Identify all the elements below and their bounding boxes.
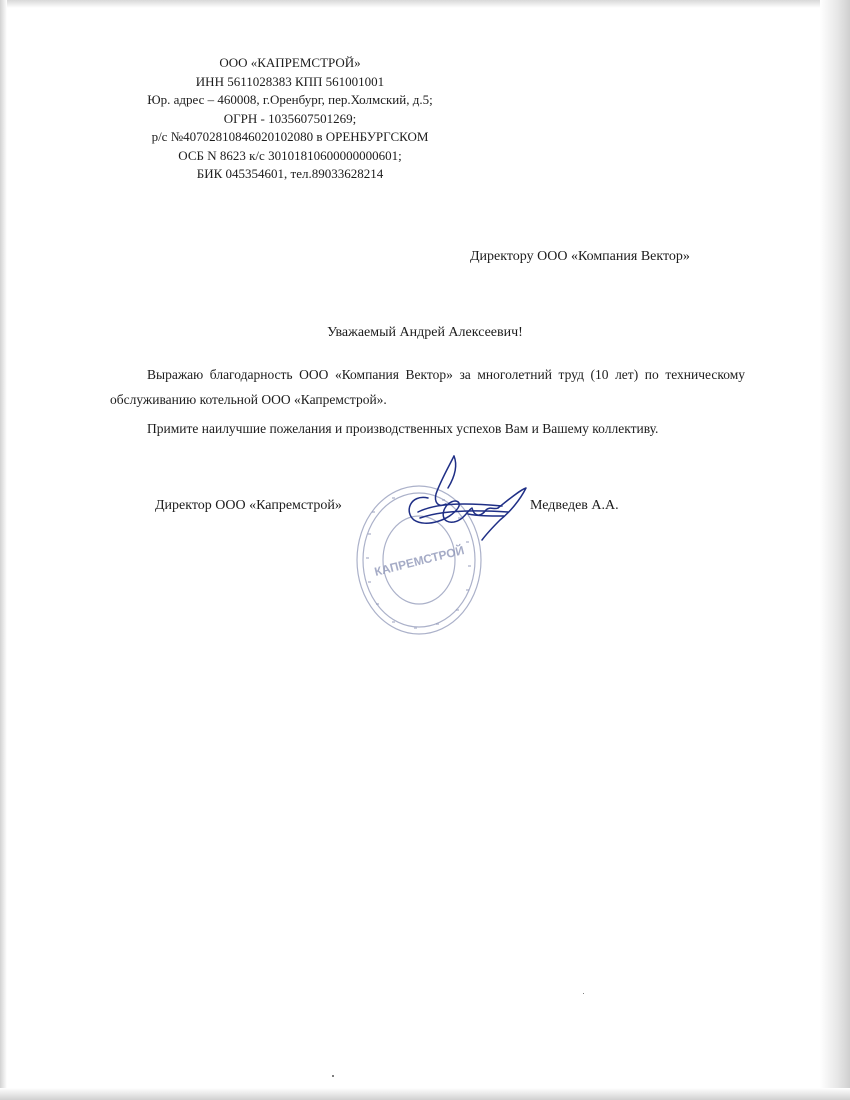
- signatory-name: Медведев А.А.: [530, 498, 619, 513]
- company-ogrn: ОГРН - 1035607501269;: [223, 110, 357, 126]
- addressee: Директору ООО «Компания Вектор»: [470, 249, 690, 264]
- body-paragraph-gratitude: Выражаю благодарность ООО «Компания Вектор» за многолетний труд (10 лет) по техническому обслуживанию котельной ООО «Капремстрой».: [110, 367, 745, 407]
- signatory-role: Директор ООО «Капремстрой»: [155, 498, 342, 513]
- company-legal-address: Юр. адрес – 460008, г.Оренбург, пер.Холмский, д.5;: [147, 92, 433, 107]
- company-correspondent-account: ОСБ N 8623 к/с 30101810600000000601;: [178, 147, 402, 163]
- scan-speck: [332, 1075, 334, 1077]
- letter-body: [110, 362, 745, 441]
- scan-edge-left: [0, 0, 7, 1100]
- salutation: Уважаемый Андрей Алексеевич!: [327, 325, 523, 340]
- letterhead: [90, 54, 490, 184]
- handwritten-signature: [398, 454, 538, 550]
- scan-edge-right: [820, 0, 850, 1100]
- company-bank-account: р/с №40702810846020102080 в ОРЕНБУРГСКОМ: [151, 129, 429, 144]
- company-name: ООО «КАПРЕМСТРОЙ»: [219, 55, 361, 70]
- body-paragraph-wishes: Примите наилучшие пожелания и производственных успехов Вам и Вашему коллективу.: [147, 421, 659, 436]
- scan-edge-top: [0, 0, 850, 8]
- scan-speck: [583, 993, 584, 994]
- stamp-center-text: КАПРЕМСТРОЙ: [372, 543, 466, 579]
- company-tax-ids: ИНН 5611028383 КПП 561001001: [195, 73, 385, 89]
- scan-edge-bottom: [0, 1088, 850, 1100]
- company-bik-phone: БИК 045354601, тел.89033628214: [196, 166, 384, 181]
